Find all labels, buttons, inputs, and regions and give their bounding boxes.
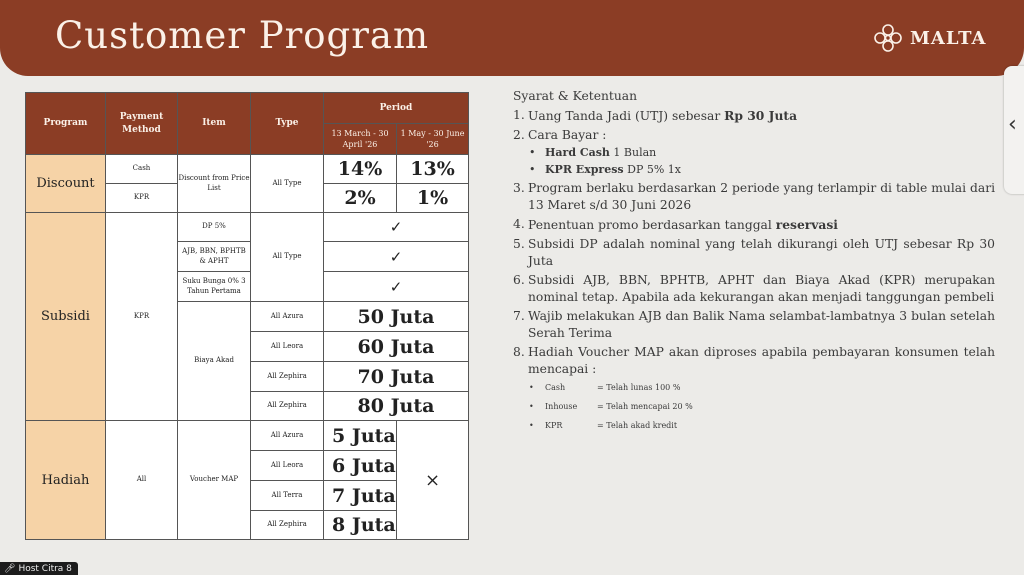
subsidi-item-dp: DP 5% <box>178 213 251 242</box>
header-payment-method: Payment Method <box>106 93 178 155</box>
term-text: DP 5% 1x <box>623 163 681 176</box>
discount-type: All Type <box>251 155 324 213</box>
bullet-icon: • <box>529 402 534 411</box>
term-item: 2. Cara Bayar : <box>513 127 995 144</box>
term-text: Program berlaku berdasarkan 2 periode yang terlampir di table mulai dari 13 Maret s/d 30 Juni 2026 <box>528 181 995 212</box>
hadiah-value: 8 Juta <box>324 511 397 540</box>
voucher-condition <box>529 397 995 416</box>
hadiah-type: All Leora <box>251 451 324 481</box>
chevron-left-icon: ‹ <box>1008 112 1017 137</box>
term-text: Hadiah Voucher MAP akan diproses apabila pembayaran konsumen telah mencapai : <box>528 345 995 376</box>
discount-kpr-period1: 2% <box>324 184 397 213</box>
hadiah-value: 6 Juta <box>324 451 397 481</box>
hadiah-cross: × <box>397 421 469 540</box>
term-item: 8. Hadiah Voucher MAP akan diproses apabila pembayaran konsumen telah mencapai : <box>513 345 995 376</box>
term-item: 5. Subsidi DP adalah nominal yang telah dikurangi oleh UTJ sebesar Rp 30 Juta <box>513 237 995 268</box>
voucher-condition <box>529 416 995 435</box>
akad-value: 60 Juta <box>324 332 469 362</box>
bullet-icon: • <box>529 421 534 430</box>
discount-kpr-period2: 1% <box>397 184 469 213</box>
collapse-panel-button[interactable] <box>1004 66 1024 194</box>
discount-item: Discount from Price List <box>178 155 251 213</box>
host-name: Host Citra 8 <box>18 563 72 574</box>
header-item: Item <box>178 93 251 155</box>
payment-bullet <box>529 161 995 178</box>
subsidi-item-ajb: AJB, BBN, BPHTB & APHT <box>178 242 251 272</box>
payment-bullet <box>529 144 995 161</box>
terms-panel <box>513 88 995 435</box>
term-item: 4. Penentuan promo berdasarkan tanggal reservasi <box>513 217 838 232</box>
akad-type: All Leora <box>251 332 324 362</box>
bullet-icon: • <box>529 163 536 176</box>
term-text: Penentuan promo berdasarkan tanggal <box>528 218 776 232</box>
subsidi-dp-check: ✓ <box>324 213 469 242</box>
term-bold: Hard Cash <box>545 146 610 159</box>
bullet-icon: • <box>529 146 536 159</box>
term-item: 7. Wajib melakukan AJB dan Balik Nama selambat-lambatnya 3 bulan setelah Serah Terima <box>513 309 995 340</box>
term-text: 1 Bulan <box>609 146 657 159</box>
term-item: 1. Uang Tanda Jadi (UTJ) sebesar Rp 30 Juta <box>513 108 798 123</box>
header-period-2: 1 May - 30 June '26 <box>397 124 469 155</box>
brand-logo <box>872 22 986 54</box>
program-subsidi: Subsidi <box>26 213 106 421</box>
header-type: Type <box>251 93 324 155</box>
hadiah-value: 7 Juta <box>324 481 397 511</box>
akad-value: 50 Juta <box>324 302 469 332</box>
akad-type: All Zephira <box>251 392 324 421</box>
term-text: Uang Tanda Jadi (UTJ) sebesar <box>528 109 725 123</box>
term-text: Cara Bayar : <box>528 128 607 142</box>
brand-name: MALTA <box>910 27 987 49</box>
program-discount: Discount <box>26 155 106 213</box>
term-item: 3. Program berlaku berdasarkan 2 periode yang terlampir di table mulai dari 13 Maret s/d 30 Juni 2026 <box>513 181 995 212</box>
hadiah-type: All Terra <box>251 481 324 511</box>
discount-method-kpr: KPR <box>106 184 178 213</box>
akad-value: 80 Juta <box>324 392 469 421</box>
condition-value: = Telah lunas 100 % <box>597 383 681 392</box>
hadiah-value: 5 Juta <box>324 421 397 451</box>
subsidi-bunga-check: ✓ <box>324 272 469 302</box>
term-bold: KPR Express <box>545 163 624 176</box>
akad-type: All Azura <box>251 302 324 332</box>
bullet-icon: • <box>529 383 534 392</box>
hadiah-method: All <box>106 421 178 540</box>
condition-key: KPR <box>545 421 563 430</box>
condition-value: = Telah mencapai 20 % <box>597 402 693 411</box>
subsidi-type-all: All Type <box>251 213 324 302</box>
term-text: Wajib melakukan AJB dan Balik Nama selambat-lambatnya 3 bulan setelah Serah Terima <box>528 309 995 340</box>
subsidi-ajb-check: ✓ <box>324 242 469 272</box>
program-table <box>25 92 469 540</box>
microphone-icon: 🎤︎ <box>4 563 16 574</box>
condition-key: Cash <box>545 383 566 392</box>
hadiah-type: All Azura <box>251 421 324 451</box>
term-bold: reservasi <box>775 217 838 232</box>
discount-cash-period1: 14% <box>324 155 397 184</box>
discount-cash-period2: 13% <box>397 155 469 184</box>
term-text: Subsidi AJB, BBN, BPHTB, APHT dan Biaya Akad (KPR) merupakan nominal tetap. Apabila ada kekurangan akan menjadi tanggungan pembeli <box>528 273 995 304</box>
header-period: Period <box>324 93 469 124</box>
condition-value: = Telah akad kredit <box>597 421 678 430</box>
akad-type: All Zephira <box>251 362 324 392</box>
slide-header <box>0 0 1024 76</box>
program-hadiah: Hadiah <box>26 421 106 540</box>
host-label <box>0 562 78 575</box>
terms-heading: Syarat & Ketentuan <box>513 89 638 103</box>
term-item: 6. Subsidi AJB, BBN, BPHTB, APHT dan Biaya Akad (KPR) merupakan nominal tetap. Apabila ada kekurangan akan menjadi tanggungan pembeli <box>513 273 995 304</box>
term-bold: Rp 30 Juta <box>724 108 798 123</box>
header-program: Program <box>26 93 106 155</box>
hadiah-type: All Zephira <box>251 511 324 540</box>
voucher-condition <box>529 378 995 397</box>
header-period-1: 13 March - 30 April '26 <box>324 124 397 155</box>
term-text: Subsidi DP adalah nominal yang telah dikurangi oleh UTJ sebesar Rp 30 Juta <box>528 237 995 268</box>
akad-value: 70 Juta <box>324 362 469 392</box>
subsidi-item-biaya-akad: Biaya Akad <box>178 302 251 421</box>
discount-method-cash: Cash <box>106 155 178 184</box>
hadiah-item: Voucher MAP <box>178 421 251 540</box>
condition-key: Inhouse <box>545 402 578 411</box>
slide-title: Customer Program <box>55 14 430 57</box>
subsidi-item-bunga: Suku Bunga 0% 3 Tahun Pertama <box>178 272 251 302</box>
subsidi-method: KPR <box>106 213 178 421</box>
flower-icon <box>872 22 904 54</box>
